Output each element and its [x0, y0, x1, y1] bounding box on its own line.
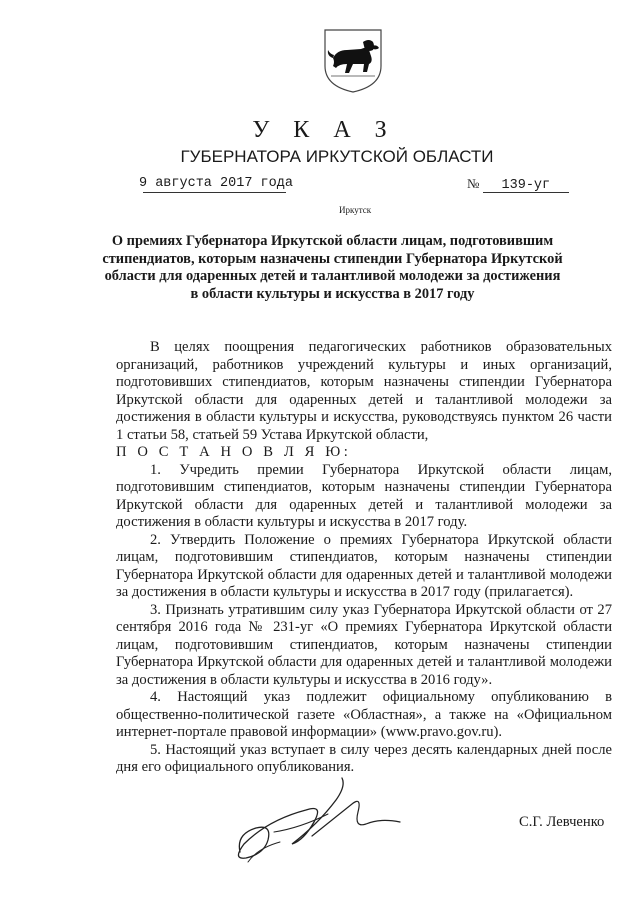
decree-date	[139, 176, 293, 191]
issuer-title: ГУБЕРНАТОРА ИРКУТСКОЙ ОБЛАСТИ	[180, 147, 494, 166]
decree-item: 4. Настоящий указ подлежит официальному опубликованию в общественно-политической газете «Областная», а также на «Официальном интернет-портале правовой информации» (www.pravo.gov.ru).	[116, 689, 612, 740]
irkutsk-coat-of-arms-icon	[323, 28, 383, 94]
signer-name: С.Г. Левченко	[519, 814, 605, 830]
decree-item: 5. Настоящий указ вступает в силу через десять календарных дней после дня его официального опубликования.	[116, 741, 612, 775]
number-sign: №	[467, 176, 480, 191]
decree-item: 3. Признать утратившим силу указ Губернатора Иркутской области от 27 сентября 2016 года № 231-уг «О премиях Губернатора Иркутской области лицам, подготовившим стипендиатов, которым назначены стипендии Губернатора Иркутской области для одаренных детей и талантливой молодежи за достижения в области культуры и искусства в 2016 году».	[116, 601, 612, 688]
decree-number	[467, 176, 550, 193]
date-underline	[143, 192, 286, 193]
number-underline	[483, 192, 569, 193]
decree-body	[116, 339, 612, 777]
handwritten-signature-icon	[228, 770, 418, 870]
preamble-paragraph: В целях поощрения педагогических работников образовательных организаций, работников учреждений культуры и иных организаций, подготовивших стипендиатов, которым назначены стипендии Губернатора Иркутской области для одаренных детей и талантливой молодежи за достижения в области культуры и искусства, руководствуясь пунктом 26 части 1 статьи 58, статьей 59 Устава Иркутской области,	[116, 339, 612, 443]
decree-title: У К А З	[252, 117, 396, 143]
resolve-word: П О С Т А Н О В Л Я Ю:	[116, 444, 352, 460]
date-value: 9 августа 2017 года	[139, 176, 293, 191]
decree-subject: О премиях Губернатора Иркутской области лицам, подготовившим стипендиатов, которым назначены стипендии Губернатора Иркутской области для одаренных детей и талантливой молодежи за достижения в области культуры и искусства в 2017 году	[102, 233, 563, 302]
decree-item: 1. Учредить премии Губернатора Иркутской области лицам, подготовившим стипендиатов, которым назначены стипендии Губернатора Иркутской области для одаренных детей и талантливой молодежи за достижения в области культуры и искусства в 2017 году.	[116, 461, 612, 530]
decree-item: 2. Утвердить Положение о премиях Губернатора Иркутской области лицам, подготовившим стипендиатов, которым назначены стипендии Губернатора Иркутской области для одаренных детей и талантливой молодежи за достижения в области культуры и искусства в 2017 году (прилагается).	[116, 531, 612, 600]
city-label: Иркутск	[339, 205, 372, 215]
number-value: 139-уг	[501, 178, 551, 193]
